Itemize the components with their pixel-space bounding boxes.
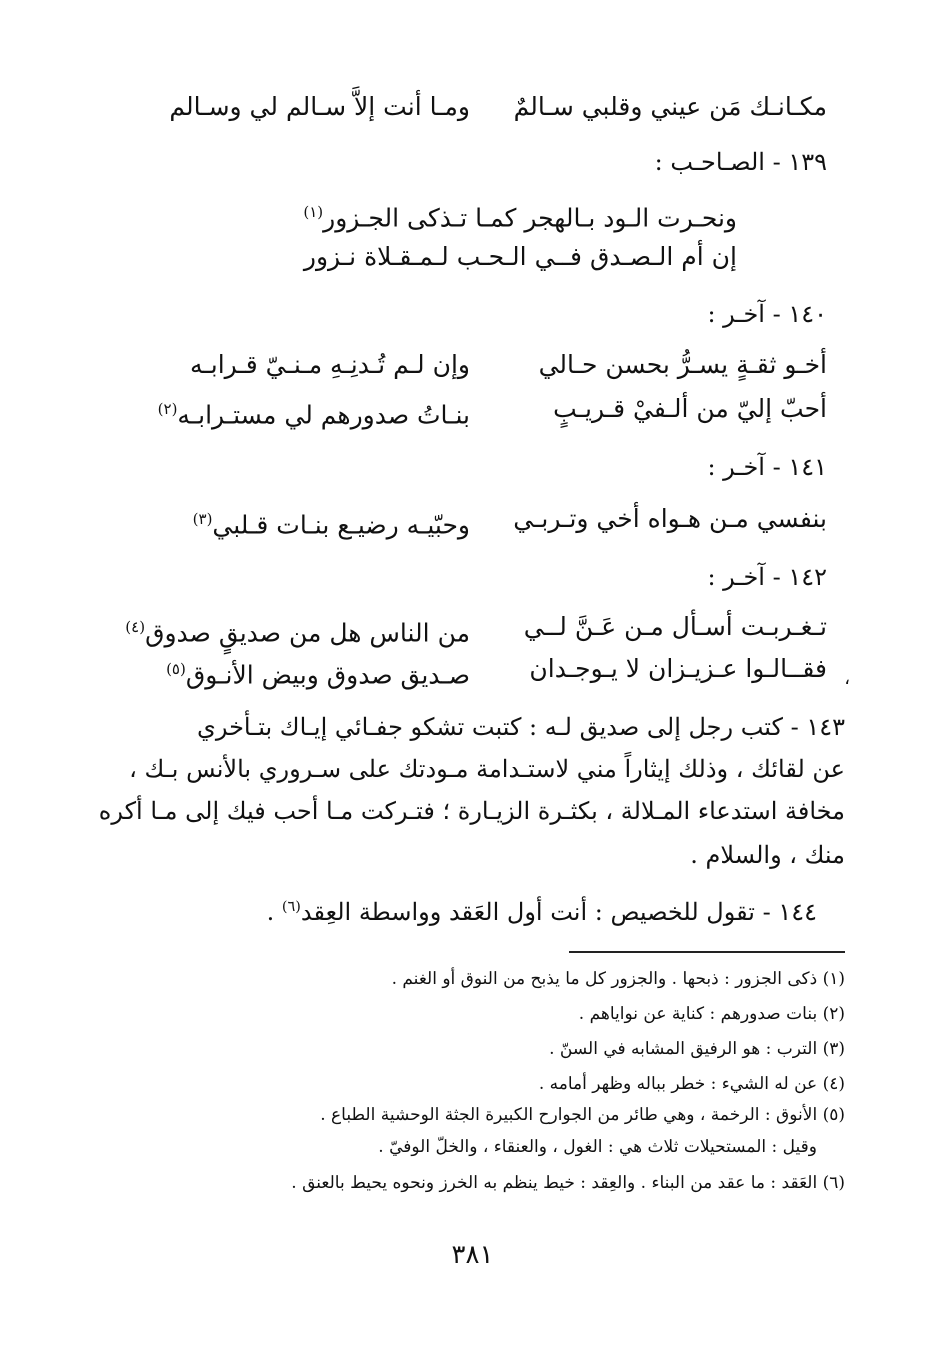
section-142-verse1-left-wrap [125,610,470,650]
footnote-ref-4: (٤) [125,618,146,636]
section-139-heading: ١٣٩ - الصـاحـب : [654,148,827,176]
section-142-verse2-left-wrap [166,652,470,692]
section-139-verse-line [303,195,737,235]
section-141-verse1-right: بنفسي مـن هـواه أخي وتـربـي [513,504,827,533]
section-144-line [267,890,817,929]
section-143-line-4: منك ، والسلام . [690,841,845,869]
section-144-end: . [266,898,282,926]
section-140-verse2-left: بنـاتُ صدورهم لي مستـرابـه [177,400,470,430]
section-142-verse2-left: صـديق صدوق وبيض الأنـوق [185,660,470,690]
section-140-heading: ١٤٠ - آخـر : [707,300,827,328]
footnote-ref-2: (٢) [157,400,178,418]
section-141-verse1-left-wrap [193,502,470,542]
footnote-6: (٦) العَقد : ما عقد من البناء . والعِقد : خيط ينظم به الخرز ونحوه يحيط بالعنق . [291,1173,845,1193]
section-142-mark: ، [844,668,850,689]
footnote-separator [569,951,845,953]
footnote-4: (٤) عن له الشيء : خطر بباله وظهر أمامه . [538,1074,845,1094]
section-139-line2: إن أم الـصـدق فــي الـحـب لـمـقـلاة نـزور [303,242,737,271]
footnote-1: (١) ذكى الجزور : ذبحها . والجزور كل ما يذبح من النوق أو الغنم . [391,969,845,989]
section-143-line-3: مخافة استدعاء المـلالة ، بكثـرة الزيـارة ؛ فتـركت مـا أحب فيك إلى مـا أكره [98,797,845,825]
opening-verse-left-hemistich: ومـا أنت إلاَّ سـالم لي وسـالم [169,92,470,121]
footnote-5-continuation: وقيل : المستحيلات ثلاث هي : الغول ، والعنقاء ، والخلّ الوفيّ . [378,1137,817,1157]
section-141-verse1-left: وحبّيـه رضيـع بنـات قـلبي [212,510,470,540]
section-144-text: ١٤٤ - تقول للخصيص : أنت أول العَقد وواسطة العِقد [300,898,817,926]
section-140-verse2-left-wrap [158,392,470,432]
footnote-ref-1: (١) [303,203,324,221]
section-141-heading: ١٤١ - آخـر : [707,453,827,481]
section-142-verse1-right: تـغـربـت أسـأل مـن عَـنَّ لــي [523,612,827,641]
footnote-2: (٢) بنات صدورهم : كناية عن نواياهم . [578,1004,845,1024]
footnote-5: (٥) الأنوق : الرخمة ، وهي طائر من الجوارح الكبيرة الجثة الوحشية الطباع . [320,1105,845,1125]
footnote-ref-6: (٦) [281,899,301,915]
section-142-verse2-right: فقــالـوا عـزيـزان لا يـوجـدان [529,654,827,683]
section-142-heading: ١٤٢ - آخـر : [707,563,827,591]
opening-verse-right-hemistich: مكـانـك مَن عيني وقلبي سـالمٌ [513,92,827,121]
section-140-verse1-left: وإن لـم تُـدنِـهِ مـنـيّ قـرابـه [190,350,470,379]
page-number: ٣٨١ [451,1240,494,1270]
section-143-line-1: ١٤٣ - كتب رجل إلى صديق لـه : كتبت تشكو جفـائي إيـاك بتـأخري [197,713,845,741]
section-140-verse1-right: أخـو ثقـةٍ يسـرُّ بحسن حـالي [538,350,827,379]
section-139-line1: ونحـرت الـود بـالهجر كمـا تـذكى الجـزور [323,203,737,233]
section-140-verse2-right: أحبّ إليّ من ألـفيْ قـريـبٍ [553,394,827,423]
section-143-line-2: عن لقائك ، وذلك إيثاراً مني لاستـدامة مـودتك على سـروري بالأنس بـك ، [129,755,845,783]
section-142-verse1-left: من الناس هل من صديقٍ صدوق [145,618,470,648]
footnote-ref-3: (٣) [192,510,213,528]
footnote-3: (٣) الترب : هو الرفيق المشابه في السنّ . [549,1039,845,1059]
footnote-ref-5: (٥) [166,660,186,678]
